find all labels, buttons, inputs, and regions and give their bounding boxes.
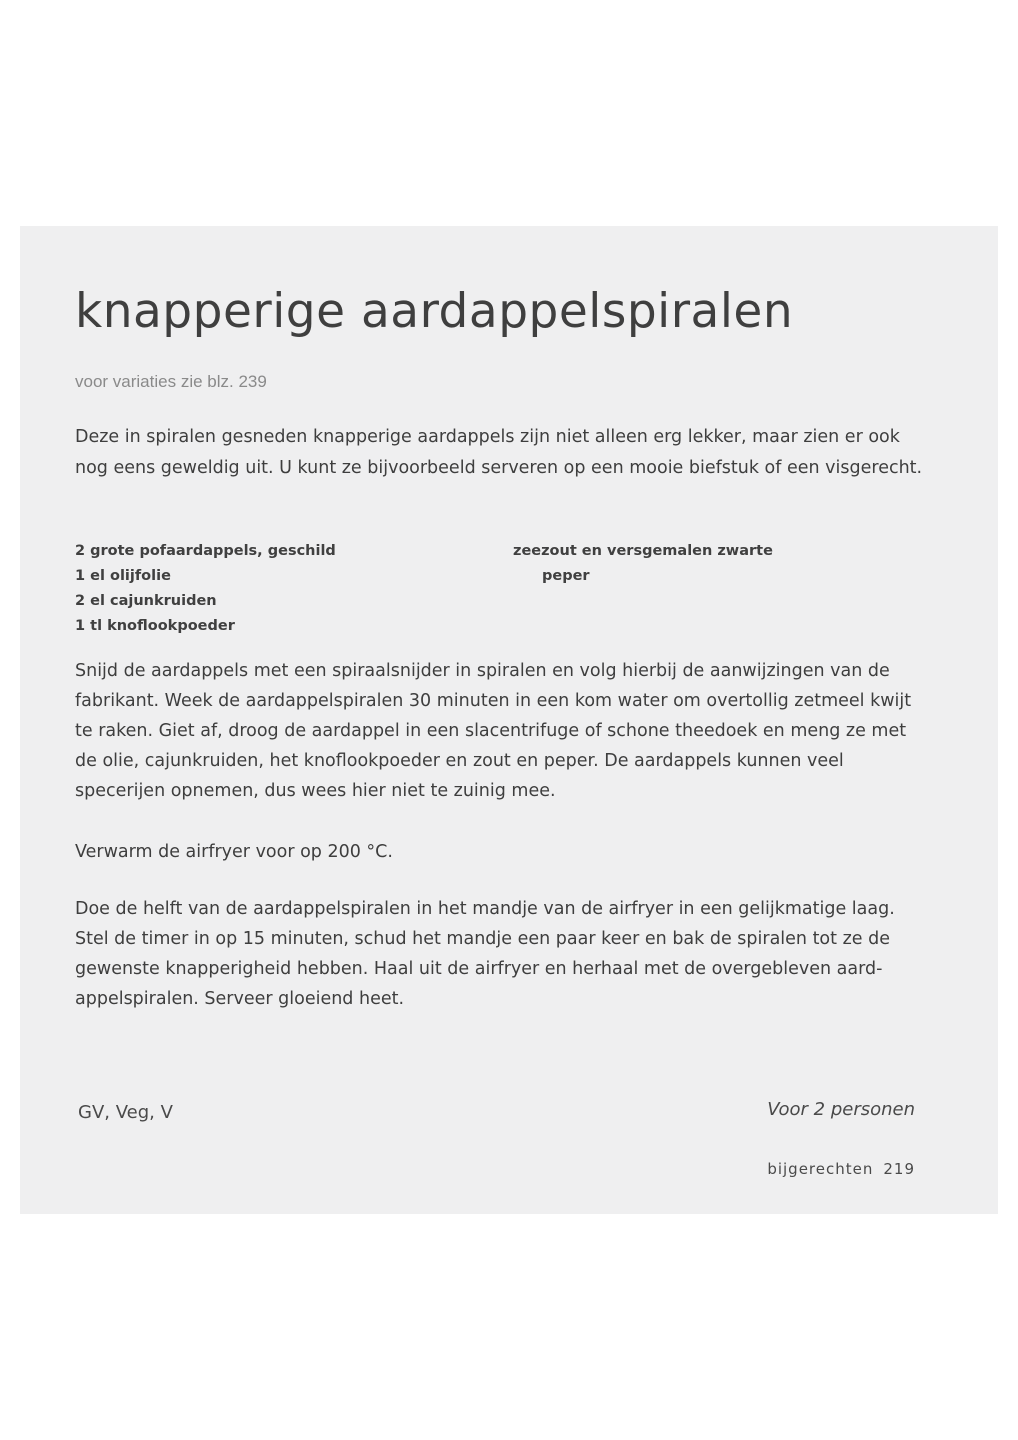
page-number: 219	[883, 1160, 915, 1178]
method-step-3: Doe de helft van de aardappelspiralen in het mandje van de airfryer in een gelijkmatige laag. Stel de timer in op 15 minuten, schud het mandje een paar keer en bak de spiralen tot ze de gewenste knapperigheid hebben. Haal uit de airfryer en herhaal met de overgebleven aardappelspiralen. Serveer gloeiend heet.	[75, 899, 895, 1009]
ingredient-item: 2 grote pofaardappels, geschild	[75, 543, 336, 559]
ingredients-list-left	[75, 539, 336, 639]
recipe-intro: Deze in spiralen gesneden knapperige aardappels zijn niet alleen erg lekker, maar zien er ook nog eens geweldig uit. U kunt ze bijvoorbeeld serveren op een mooie biefstuk of een visgerecht.	[75, 427, 923, 478]
variations-note: voor variaties zie blz. 239	[75, 372, 267, 391]
ingredient-item: zeezout en versgemalen zwarte	[513, 543, 773, 559]
method-step-2: Verwarm de airfryer voor op 200 °C.	[75, 842, 393, 862]
method-step-1: Snijd de aardappels met een spiraalsnijder in spiralen en volg hierbij de aanwijzingen van de fabrikant. Week de aardappelspiralen 30 minuten in een kom water om overtollig zetmeel kwijt te raken. Giet af, droog de aardappel in een slacentrifuge of schone theedoek en meng ze met de olie, cajunkruiden, het knoflookpoeder en zout en peper. De aardappels kunnen veel specerijen opnemen, dus wees hier niet te zuinig mee.	[75, 661, 912, 801]
servings: Voor 2 personen	[767, 1099, 915, 1120]
ingredient-item: 1 tl knoflookpoeder	[75, 618, 235, 634]
diet-tags: GV, Veg, V	[78, 1102, 173, 1123]
ingredient-item: 2 el cajunkruiden	[75, 593, 217, 609]
recipe-title: knapperige aardappelspiralen	[75, 284, 794, 339]
ingredient-item: 1 el olijfolie	[75, 568, 171, 584]
section-name: bijgerechten	[767, 1160, 874, 1178]
book-page	[20, 226, 998, 1214]
page-footer	[767, 1160, 915, 1178]
ingredients-list-right	[513, 539, 773, 589]
ingredient-item-continuation: peper	[542, 568, 590, 584]
